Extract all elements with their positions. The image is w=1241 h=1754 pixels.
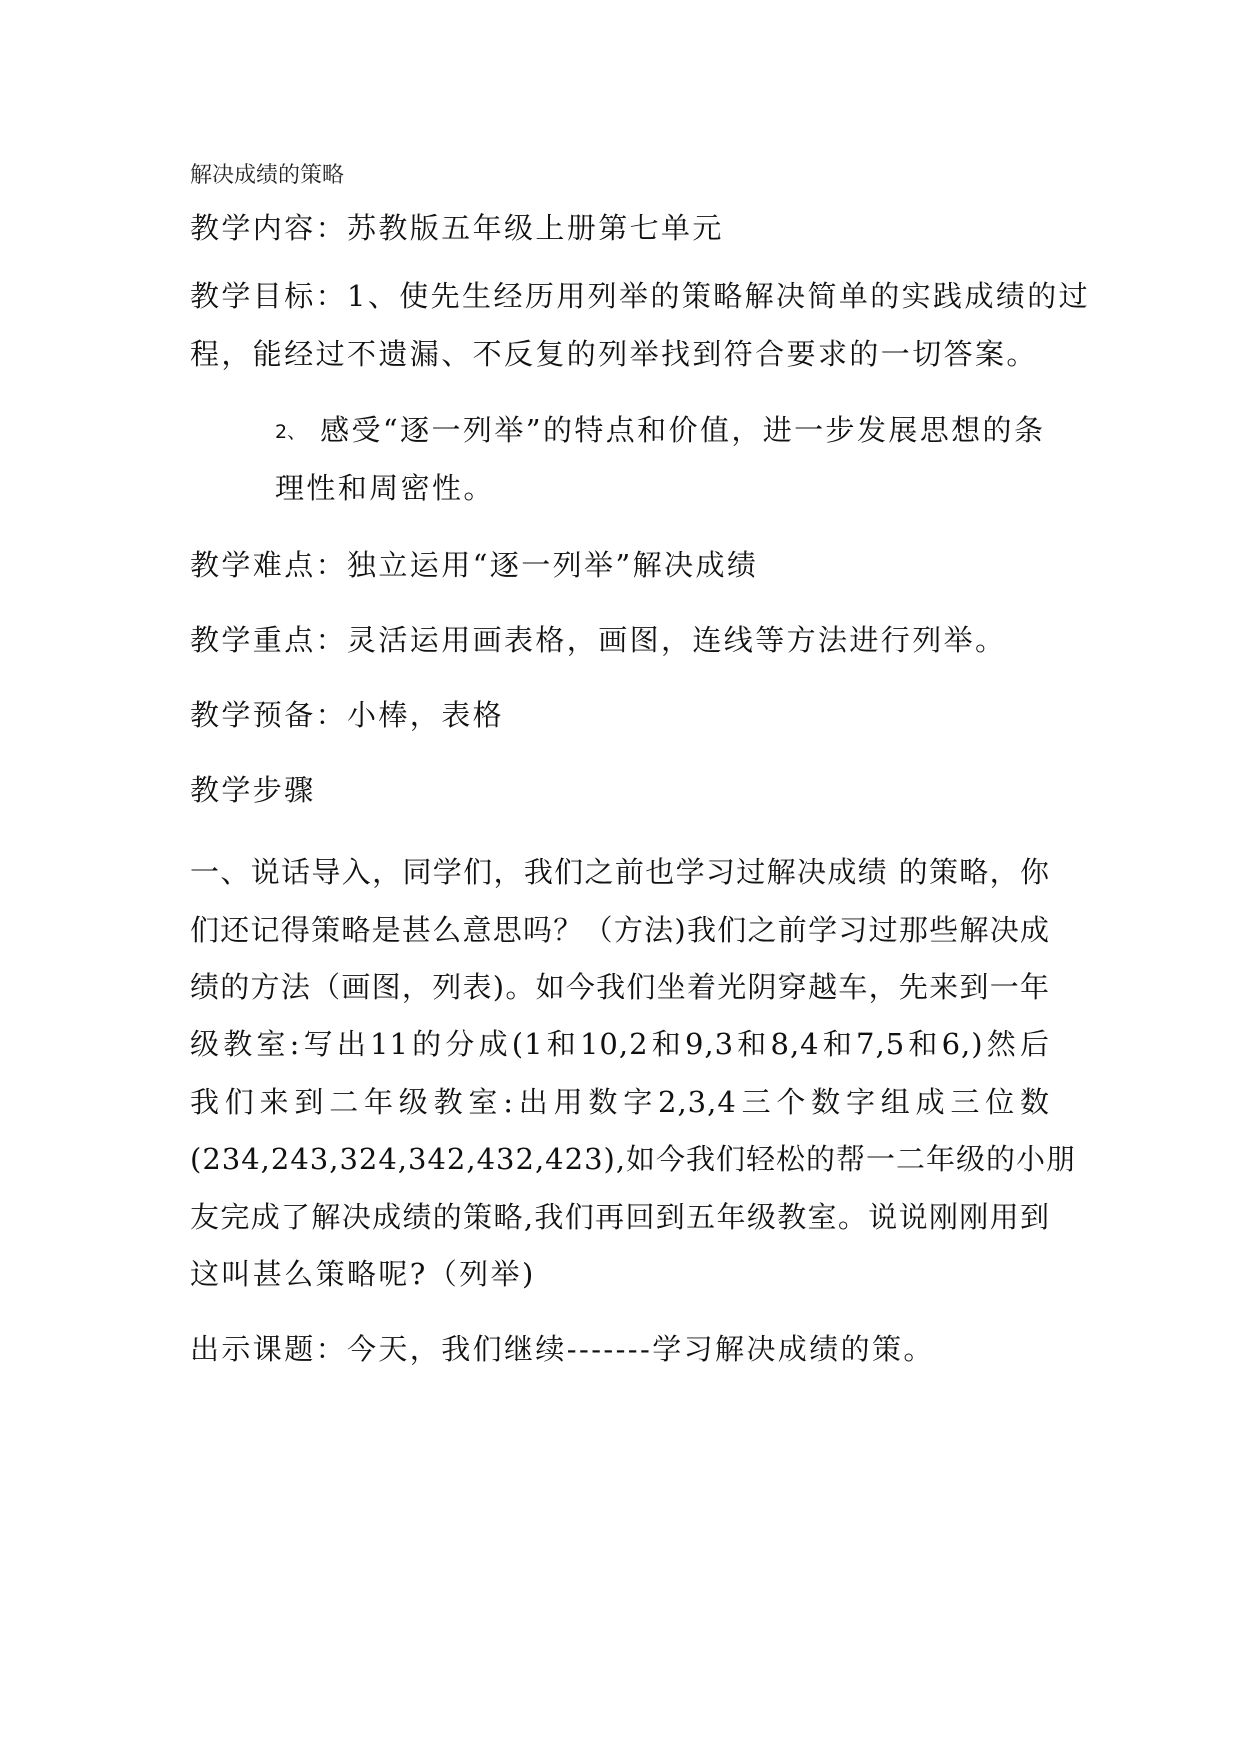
intro-paragraph-line-6: (234,243,324,342,432,423),如今我们轻松的帮一二年级的小朋 xyxy=(190,1142,1077,1176)
intro-paragraph-line-4: 级教室:写出11的分成(1和10,2和9,3和8,4和7,5和6,)然后 xyxy=(190,1027,1050,1061)
lesson-topic-line: 出示课题：今天，我们继续-------学习解决成绩的策。 xyxy=(190,1332,935,1366)
teaching-goal-1-line-2: 程，能经过不遗漏、不反复的列举找到符合要求的一切答案。 xyxy=(190,337,1038,371)
teaching-goal-2-text: 感受“逐一列举”的特点和价值，进一步发展思想的条 xyxy=(320,413,1046,447)
intro-paragraph-line-8: 这叫甚么策略呢?（列举) xyxy=(190,1257,536,1291)
intro-paragraph-line-1: 一、说话导入，同学们，我们之前也学习过解决成绩 的策略，你 xyxy=(190,855,1050,889)
document-title: 解决成绩的策略 xyxy=(190,163,345,188)
teaching-goal-2-line-2: 理性和周密性。 xyxy=(275,471,495,505)
teaching-content: 教学内容：苏教版五年级上册第七单元 xyxy=(190,211,724,245)
teaching-difficulty: 教学难点：独立运用“逐一列举”解决成绩 xyxy=(190,548,759,582)
teaching-goal-2-line-1 xyxy=(275,410,1045,452)
teaching-steps-heading: 教学步骤 xyxy=(190,773,316,807)
teaching-preparation: 教学预备：小棒，表格 xyxy=(190,698,505,732)
teaching-goal-1-line-1: 教学目标：1、使先生经历用列举的策略解决简单的实践成绩的过 xyxy=(190,279,1091,313)
intro-paragraph-line-5: 我们来到二年级教室:出用数字2,3,4三个数字组成三位数 xyxy=(190,1085,1050,1119)
teaching-goal-2-number: 2、 xyxy=(275,421,307,443)
intro-paragraph-line-2: 们还记得策略是甚么意思吗？（方法)我们之前学习过那些解决成 xyxy=(190,913,1050,947)
intro-paragraph-line-3: 绩的方法（画图，列表)。如今我们坐着光阴穿越车，先来到一年 xyxy=(190,970,1050,1004)
intro-paragraph-line-7: 友完成了解决成绩的策略,我们再回到五年级教室。说说刚刚用到 xyxy=(190,1200,1050,1234)
teaching-key-point: 教学重点：灵活运用画表格，画图，连线等方法进行列举。 xyxy=(190,623,1007,657)
